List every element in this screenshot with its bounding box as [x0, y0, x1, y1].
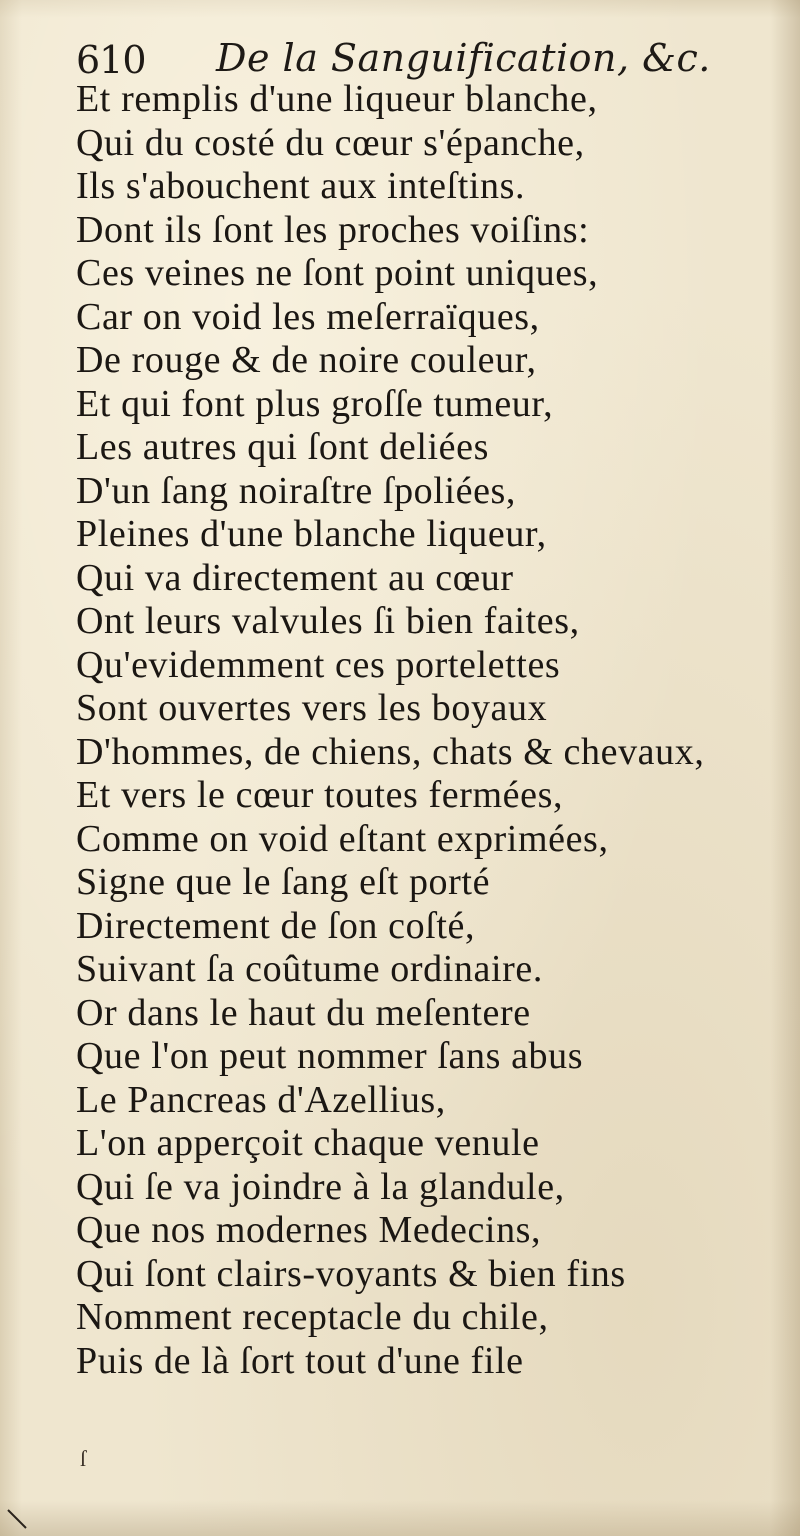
running-head: De la Sanguification, &c. — [216, 36, 711, 80]
verse-line: Directement de ſon coſté, — [76, 904, 476, 947]
page-number: 610 — [76, 38, 146, 82]
verse-line: Puis de là ſort tout d'une file — [76, 1339, 524, 1382]
verse-line: Les autres qui ſont deliées — [76, 426, 489, 468]
verse-line: De rouge & de noire couleur, — [76, 339, 537, 381]
verse-line: Nomment receptacle du chile, — [76, 1296, 549, 1338]
verse-line: Comme on void eſtant exprimées, — [76, 817, 609, 860]
verse-line: D'un ſang noiraſtre ſpoliées, — [76, 469, 517, 512]
verse-line: Et vers le cœur toutes fermées, — [76, 774, 564, 816]
verse-line: Qui va directement au cœur — [76, 556, 514, 599]
verse-line: Qui du costé du cœur s'épanche, — [76, 121, 585, 164]
verse-line: Signe que le ſang eſt porté — [76, 861, 491, 903]
verse-line: Car on void les meſerraïques, — [76, 295, 540, 338]
verse-line: Que nos modernes Medecins, — [76, 1209, 542, 1251]
verse-line: Ces veines ne ſont point uniques, — [76, 252, 599, 294]
verse-line: L'on apperçoit chaque venule — [76, 1122, 540, 1164]
verse-line: Dont ils ſont les proches voiſins: — [76, 208, 590, 251]
verse-line: Suivant ſa coûtume ordinaire. — [76, 948, 543, 990]
verse-line: Et qui font plus groſſe tumeur, — [76, 382, 554, 425]
verse-line: Que l'on peut nommer ſans abus — [76, 1035, 584, 1077]
verse-line: Ont leurs valvules ſi bien faites, — [76, 600, 580, 642]
verse-line: Le Pancreas d'Azellius, — [76, 1078, 446, 1121]
verse-line: Qui ſe va joindre à la glandule, — [76, 1165, 565, 1208]
verse-line: Qui ſont clairs-voyants & bien fins — [76, 1252, 626, 1295]
verse-line: Or dans le haut du meſentere — [76, 991, 531, 1034]
verse-text — [76, 78, 796, 1383]
verse-line: Et remplis d'une liqueur blanche, — [76, 78, 598, 120]
verse-line: Pleines d'une blanche liqueur, — [76, 513, 547, 555]
catchword: ſ — [80, 1446, 93, 1471]
verse-line: Sont ouvertes vers les boyaux — [76, 687, 548, 729]
page-corner-mark — [6, 1508, 28, 1530]
verse-line: D'hommes, de chiens, chats & chevaux, — [76, 730, 705, 773]
verse-line: Ils s'abouchent aux inteſtins. — [76, 165, 526, 207]
verse-line: Qu'evidemment ces portelettes — [76, 643, 561, 686]
